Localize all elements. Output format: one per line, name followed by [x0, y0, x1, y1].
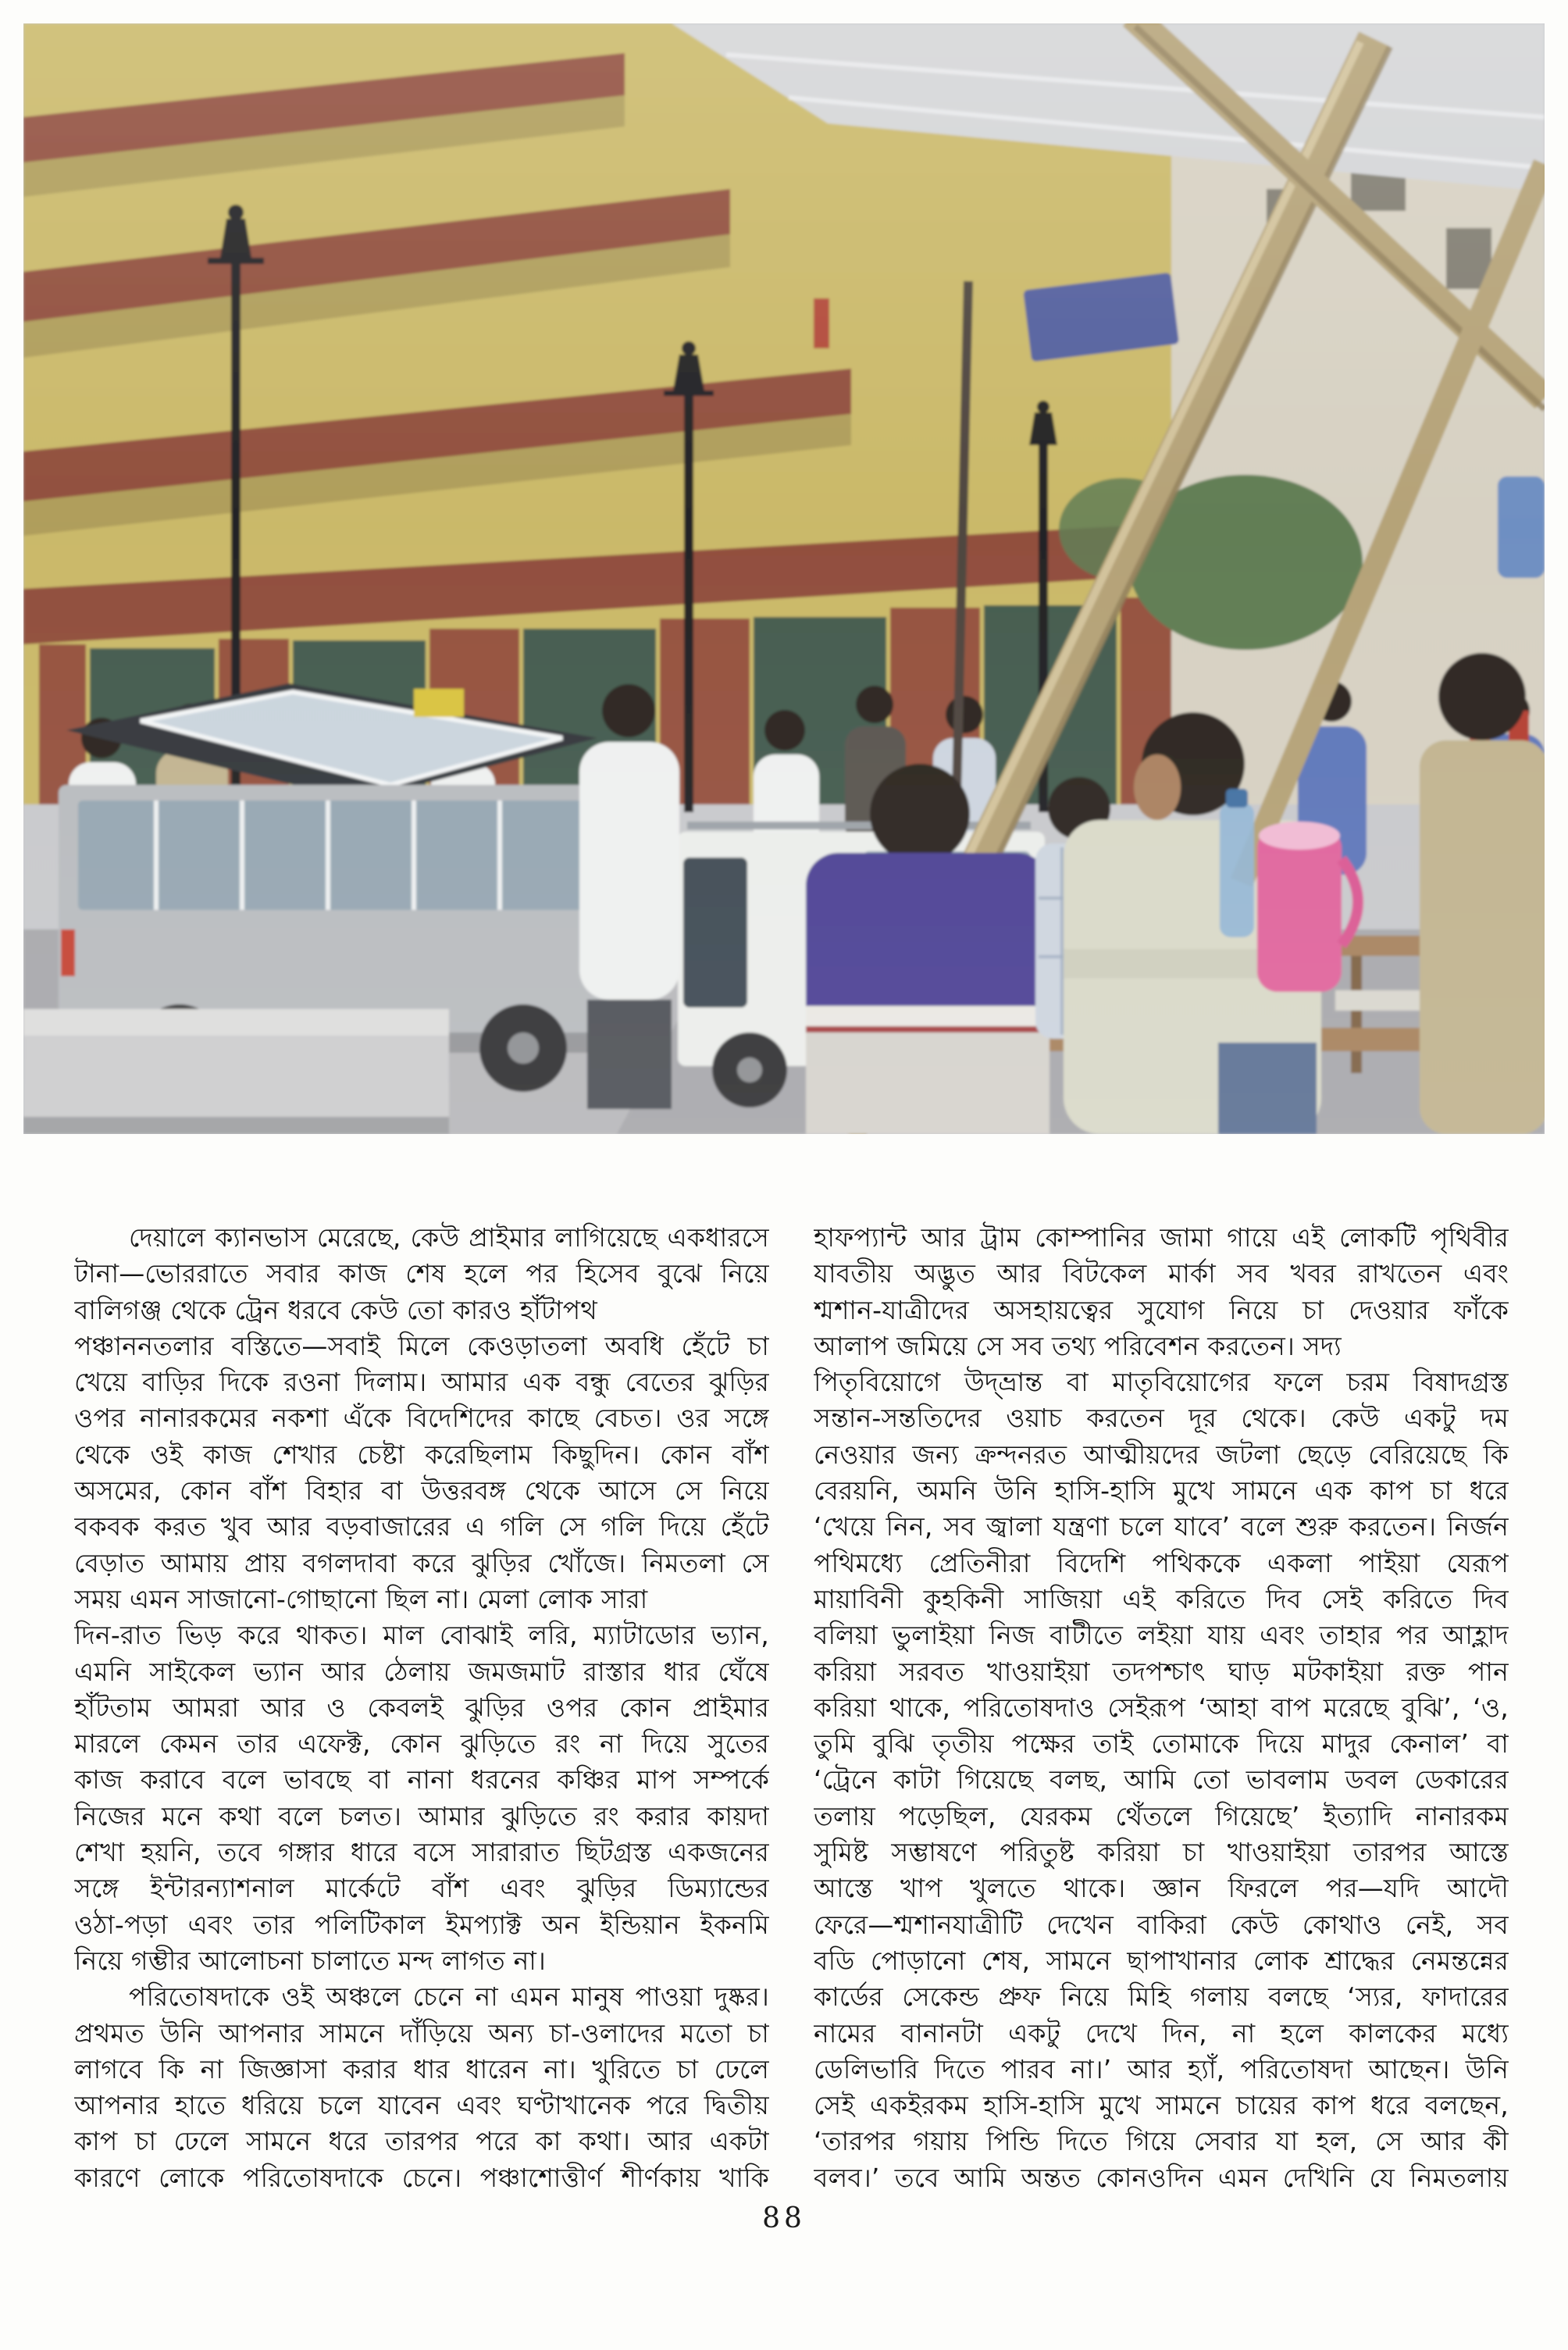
text-line: শ্মশান-যাত্রীদের অসহায়ত্বের সুযোগ নিয়ে চা দেওয়ার ফাঁকে [814, 1294, 1509, 1325]
text-line: সন্তান-সন্ততিদের ওয়াচ করতেন দূর থেকে। কেউ একটু দম [814, 1403, 1509, 1434]
text-line: কাজ করাবে বলে ভাবছে বা নানা ধরনের কঞ্চির মাপ সম্পর্কে [74, 1764, 769, 1795]
text-line: নিজের মনে কথা বলে চলত। আমার ঝুড়িতে রং করার কায়দা [74, 1800, 769, 1831]
text-line: দেয়ালে ক্যানভাস মেরেছে, কেউ প্রাইমার লাগিয়েছে একধারসে [129, 1222, 769, 1253]
text-line: নামের বানানটা একটু দেখে দিন, না হলে কালকের মধ্যে [814, 2017, 1509, 2049]
text-line: এমনি সাইকেল ভ্যান আর ঠেলায় জমজমাট রাস্তার ধার ঘেঁষে [74, 1656, 769, 1687]
photo [23, 23, 1545, 1134]
street-photo-illustration [23, 23, 1545, 1134]
text-line: বলিয়া ভুলাইয়া নিজ বাটীতে লইয়া যায় এবং তাহার পর আহ্লাদ [814, 1620, 1509, 1651]
text-line: মায়াবিনী কুহকিনী সাজিয়া এই করিতে দিব সেই করিতে দিব [814, 1583, 1509, 1614]
text-line: ‘খেয়ে নিন, সব জ্বালা যন্ত্রণা চলে যাবে’ বলে শুরু করতেন। নির্জন [814, 1511, 1509, 1542]
text-line: থেকে ওই কাজ শেখার চেষ্টা করেছিলাম কিছুদিন। কোন বাঁশ [74, 1439, 769, 1470]
text-line: আলাপ জমিয়ে সে সব তথ্য পরিবেশন করতেন। সদ্য [814, 1330, 1342, 1361]
text-line: কার্ডের সেকেন্ড প্রুফ নিয়ে মিহি গলায় বলছে ‘স্যর, ফাদারের [814, 1981, 1509, 2013]
text-line: প্রথমত উনি আপনার সামনে দাঁড়িয়ে অন্য চা-ওলাদের মতো চা [74, 2017, 769, 2049]
text-line: ডেলিভারি দিতে পারব না।’ আর হ্যাঁ, পরিতোষদা আছেন। উনি [814, 2053, 1509, 2084]
text-line: সুমিষ্ট সম্ভাষণে পরিতুষ্ট করিয়া চা খাওয়াইয়া তারপর আস্তে [814, 1837, 1509, 1868]
text-line: হাঁটতাম আমরা আর ও কেবলই ঝুড়ির ওপর কোন প্রাইমার [74, 1692, 769, 1723]
text-line: পিতৃবিয়োগে উদ্‌ভ্রান্ত বা মাতৃবিয়োগের ফলে চরম বিষাদগ্রস্ত [814, 1367, 1509, 1398]
text-line: খেয়ে বাড়ির দিকে রওনা দিলাম। আমার এক বন্ধু বেতের ঝুড়ির [74, 1367, 769, 1398]
text-line: বেড়াত আমায় প্রায় বগলদাবা করে ঝুড়ির খোঁজে। নিমতলা সে [74, 1547, 769, 1578]
column-right [814, 1220, 1509, 2196]
text-line: আপনার হাতে ধরিয়ে চলে যাবেন এবং ঘণ্টাখানেক পরে দ্বিতীয় [74, 2090, 769, 2121]
text-line: যাবতীয় অদ্ভুত আর বিটকেল মার্কা সব খবর রাখতেন এবং [814, 1258, 1509, 1289]
text-line: লাগবে কি না জিজ্ঞাসা করার ধার ধারেন না। খুরিতে চা ঢেলে [74, 2053, 769, 2084]
text-line: ‘ট্রেনে কাটা গিয়েছে বলছ, আমি তো ভাবলাম ডবল ডেকারের [814, 1764, 1509, 1795]
text-line: ওঠা-পড়া এবং তার পলিটিকাল ইমপ্যাক্ট অন ইন্ডিয়ান ইকনমি [74, 1909, 769, 1940]
text-line: বালিগঞ্জ থেকে ট্রেন ধরবে কেউ তো কারও হাঁটাপথ [74, 1294, 597, 1325]
text-line: ওপর নানারকমের নকশা এঁকে বিদেশিদের কাছে বেচত। ওর সঙ্গে [74, 1403, 769, 1434]
text-line: ফেরে—শ্মশানযাত্রীটি দেখেন বাকিরা কেউ কোথাও নেই, সব [814, 1909, 1509, 1940]
text-line: নেওয়ার জন্য ক্রন্দনরত আত্মীয়দের জটলা ছেড়ে বেরিয়েছে কি [814, 1439, 1509, 1470]
column-left [74, 1220, 769, 2196]
text-line: হাফপ্যান্ট আর ট্রাম কোম্পানির জামা গায়ে এই লোকটি পৃথিবীর [814, 1222, 1509, 1253]
text-line: কারণে লোকে পরিতোষদাকে চেনে। পঞ্চাশোত্তীর্ণ শীর্ণকায় খাকি [74, 2162, 769, 2193]
text-line: পথিমধ্যে প্রেতিনীরা বিদেশি পথিককে একলা পাইয়া যেরূপ [814, 1547, 1509, 1578]
text-line: কাপ চা ঢেলে সামনে ধরে তারপর পরে কা কথা। আর একটা [74, 2126, 769, 2157]
text-line: সঙ্গে ইন্টারন্যাশনাল মার্কেটে বাঁশ এবং ঝুড়ির ডিম্যান্ডের [74, 1873, 769, 1904]
text-line: করিয়া সরবত খাওয়াইয়া তদপশ্চাৎ ঘাড় মটকাইয়া রক্ত পান [814, 1656, 1509, 1687]
text-line: বলব।’ তবে আমি অন্তত কোনওদিন এমন দেখিনি যে নিমতলায় [814, 2162, 1509, 2193]
text-line: সময় এমন সাজানো-গোছানো ছিল না। মেলা লোক সারা [74, 1583, 648, 1614]
text-line: করিয়া থাকে, পরিতোষদাও সেইরূপ ‘আহা বাপ মরেছে বুঝি’, ‘ও, [814, 1692, 1509, 1723]
text-line: শেখা হয়নি, তবে গঙ্গার ধারে বসে সারারাত ছিটগ্রস্ত একজনের [74, 1837, 769, 1868]
text-line: পরিতোষদাকে ওই অঞ্চলে চেনে না এমন মানুষ পাওয়া দুষ্কর। [129, 1981, 769, 2013]
text-line: তলায় পড়েছিল, যেরকম থেঁতলে গিয়েছে’ ইত্যাদি নানারকম [814, 1800, 1509, 1831]
text-line: টানা—ভোররাতে সবার কাজ শেষ হলে পর হিসেব বুঝে নিয়ে [74, 1258, 769, 1289]
text-line: বেরয়নি, অমনি উনি হাসি-হাসি মুখে সামনে এক কাপ চা ধরে [814, 1475, 1509, 1507]
text-line: মারলে কেমন তার এফেক্ট, কোন ঝুড়িতে রং না দিয়ে সুতের [74, 1728, 769, 1760]
text-line: তুমি বুঝি তৃতীয় পক্ষের তাই তোমাকে দিয়ে মাদুর কেনাল’ বা [814, 1728, 1509, 1760]
text-line: সেই একইরকম হাসি-হাসি মুখে সামনে চায়ের কাপ ধরে বলছেন, [814, 2090, 1509, 2121]
photo-wash [23, 23, 1545, 1134]
text-line: দিন-রাত ভিড় করে থাকত। মাল বোঝাই লরি, ম্যাটাডোর ভ্যান, [74, 1620, 769, 1651]
text-line: পঞ্চাননতলার বস্তিতে—সবাই মিলে কেওড়াতলা অবধি হেঁটে চা [74, 1330, 769, 1361]
text-line: ‘তারপর গয়ায় পিন্ডি দিতে গিয়ে সেবার যা হল, সে আর কী [814, 2126, 1509, 2157]
text-line: বকবক করত খুব আর বড়বাজারের এ গলি সে গলি দিয়ে হেঁটে [74, 1511, 769, 1542]
text-line: অসমের, কোন বাঁশ বিহার বা উত্তরবঙ্গ থেকে আসে সে নিয়ে [74, 1475, 769, 1507]
text-line: বডি পোড়ানো শেষ, সামনে ছাপাখানার লোক শ্রাদ্ধের নেমন্তন্নের [814, 1945, 1509, 1976]
text-line: নিয়ে গম্ভীর আলোচনা চালাতে মন্দ লাগত না। [74, 1945, 547, 1976]
text-line: আস্তে খাপ খুলতে থাকে। জ্ঞান ফিরলে পর—যদি আদৌ [814, 1873, 1509, 1904]
page-number: 88 [762, 2202, 806, 2234]
